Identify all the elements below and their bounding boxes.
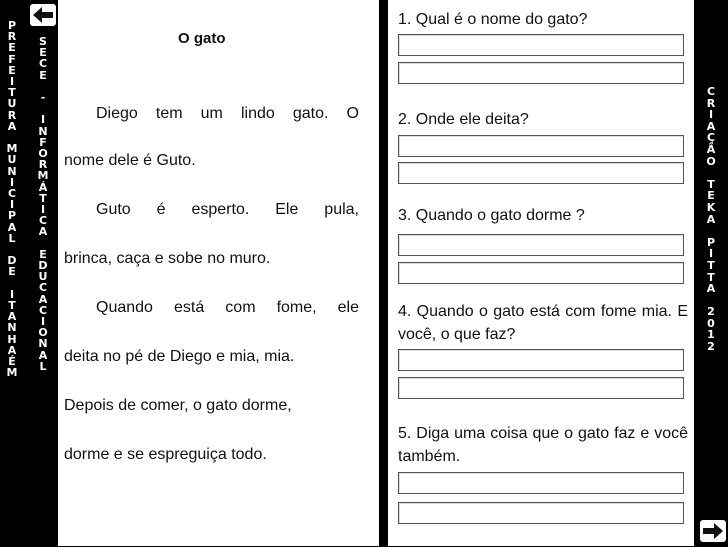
story-line: Depois de comer, o gato dorme, bbox=[64, 397, 292, 414]
answer-field-1a[interactable] bbox=[398, 34, 684, 56]
question-2: 2. Onde ele deita? bbox=[398, 111, 529, 128]
answer-field-2b[interactable] bbox=[398, 162, 684, 184]
story-line: Diego tem um lindo gato. O bbox=[96, 105, 359, 122]
answer-field-4b[interactable] bbox=[398, 377, 684, 399]
question-5: 5. Diga uma coisa que o gato faz e você também. bbox=[398, 425, 688, 465]
story-line: deita no pé de Diego e mia, mia. bbox=[64, 348, 295, 365]
next-button[interactable] bbox=[700, 520, 726, 542]
vertical-text-criacao: C R I A Ç Ã O T E K A P I T T A 2 0 1 2 bbox=[706, 85, 716, 354]
story-line: dorme e se espreguiça todo. bbox=[64, 446, 267, 463]
answer-field-5a[interactable] bbox=[398, 472, 684, 494]
answer-field-3a[interactable] bbox=[398, 234, 684, 256]
back-button[interactable] bbox=[30, 4, 56, 26]
questions-page bbox=[388, 0, 694, 546]
question-4: 4. Quando o gato está com fome mia. E você, o que faz? bbox=[398, 303, 688, 343]
arrow-right-icon bbox=[700, 520, 726, 542]
question-3: 3. Quando o gato dorme ? bbox=[398, 207, 585, 224]
story-title: O gato bbox=[178, 30, 226, 47]
story-line: Quando está com fome, ele bbox=[96, 299, 359, 316]
story-line: Guto é esperto. Ele pula, bbox=[96, 201, 359, 218]
answer-field-5b[interactable] bbox=[398, 502, 684, 524]
vertical-text-prefeitura: P R E F E I T U R A M U N I C I P A L D E I T A N H A É M bbox=[6, 19, 18, 380]
answer-field-4a[interactable] bbox=[398, 349, 684, 371]
answer-field-2a[interactable] bbox=[398, 135, 684, 157]
story-page bbox=[58, 0, 379, 546]
story-line: nome dele é Guto. bbox=[64, 152, 196, 169]
arrow-left-icon bbox=[30, 4, 56, 26]
answer-field-3b[interactable] bbox=[398, 262, 684, 284]
question-1: 1. Qual é o nome do gato? bbox=[398, 11, 588, 28]
vertical-text-sece: S E C E - I N F O R M Á T I C A E D U C A C I O N A L bbox=[37, 35, 49, 373]
story-line: brinca, caça e sobe no muro. bbox=[64, 250, 271, 267]
answer-field-1b[interactable] bbox=[398, 62, 684, 84]
